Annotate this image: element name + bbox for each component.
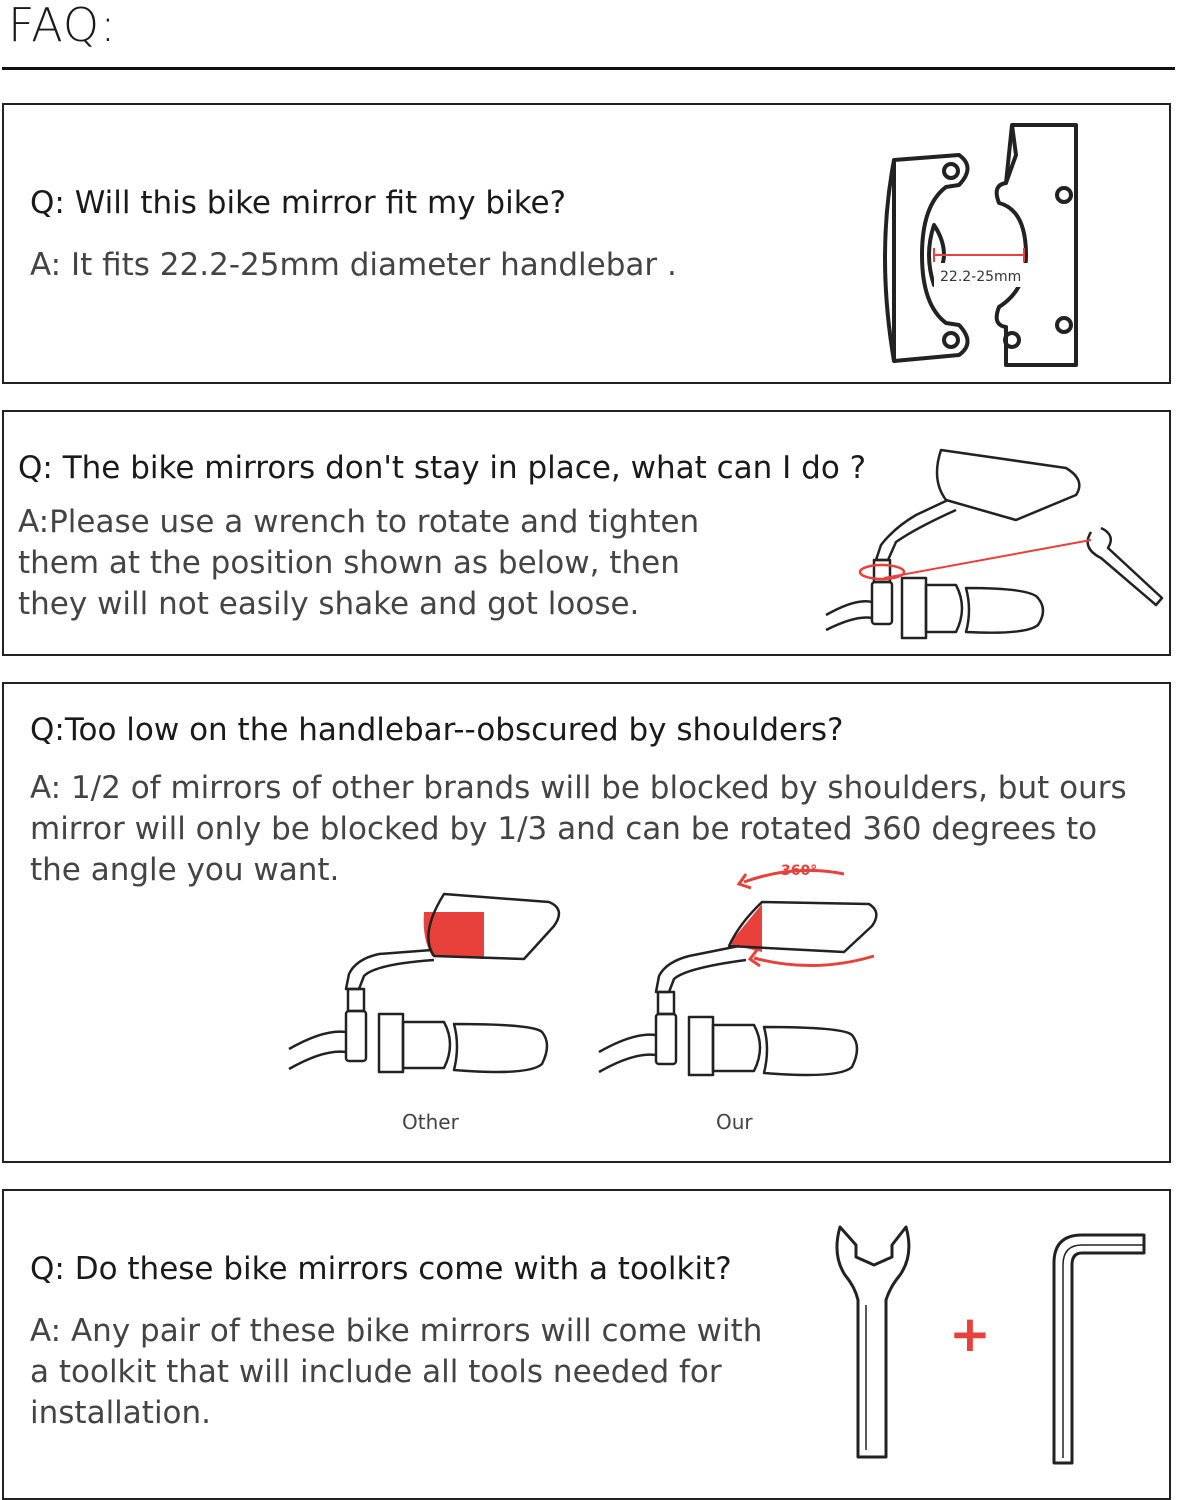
- hex-key-icon: [1040, 1223, 1150, 1473]
- faq-question: Q: Will this bike mirror fit my bike?: [30, 185, 567, 221]
- plus-icon: +: [949, 1305, 991, 1363]
- title-divider: [2, 67, 1175, 70]
- clamp-diagram-icon: [864, 115, 1124, 375]
- faq-answer: A: It fits 22.2-25mm diameter handlebar .: [30, 247, 677, 283]
- clamp-size-label: 22.2-25mm: [940, 269, 1022, 285]
- faq-question: Q: Do these bike mirrors come with a toolkit?: [30, 1251, 732, 1287]
- faq-answer: A: Any pair of these bike mirrors will come with a toolkit that will include all tools needed for installation.: [30, 1313, 763, 1431]
- caption-our: Our: [716, 1110, 753, 1134]
- faq-question: Q: The bike mirrors don't stay in place, what can I do ?: [18, 450, 867, 486]
- caption-other: Other: [402, 1110, 459, 1134]
- faq-card-4: [2, 1189, 1171, 1500]
- our-mirror-icon: [599, 863, 876, 1075]
- other-mirror-icon: [289, 894, 559, 1072]
- rotation-label: 360°: [781, 863, 818, 879]
- faq-card-2: [2, 410, 1171, 656]
- mirror-wrench-diagram-icon: [816, 420, 1166, 650]
- faq-card-1: [2, 103, 1171, 384]
- page-title: FAQ:: [8, 0, 117, 52]
- faq-answer: A: 1/2 of mirrors of other brands will be blocked by shoulders, but ours mirror will only be blocked by 1/3 and can be rotated 360 degrees to the angle you want.: [30, 770, 1127, 888]
- faq-answer: A:Please use a wrench to rotate and tighten them at the position shown as below, then they will not easily shake and got loose.: [18, 504, 700, 622]
- faq-card-3: [2, 682, 1171, 1163]
- faq-question: Q:Too low on the handlebar--obscured by shoulders?: [30, 712, 844, 748]
- mirror-comparison-figure: [284, 864, 884, 1154]
- wrench-icon: [830, 1215, 920, 1465]
